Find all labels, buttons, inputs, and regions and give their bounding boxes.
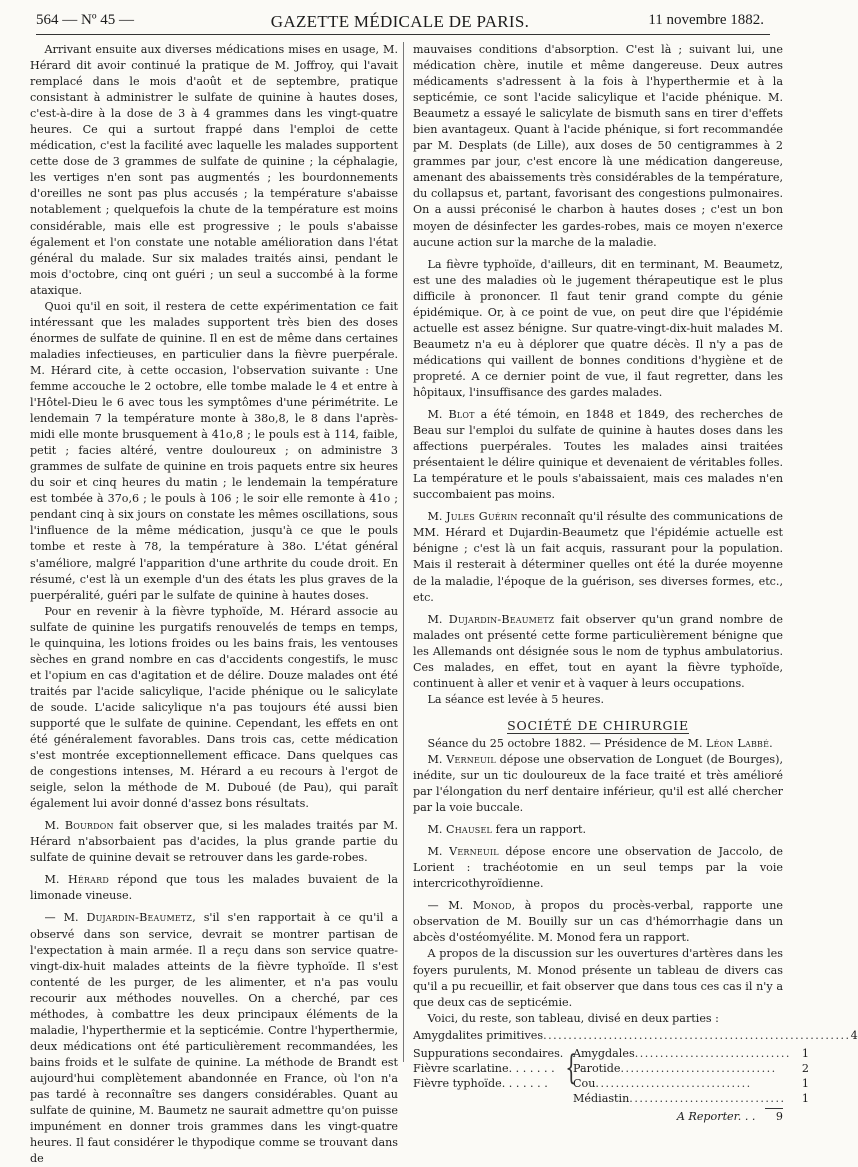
paragraph: La séance est levée à 5 heures. [427, 692, 605, 706]
speaker-name: Jules Guérin [446, 510, 518, 524]
paragraph-text: , s'il s'en rapportait à ce qu'il a observé dans son service, devrait se montrer partisan de l'expectation à main armée. Il a reçu dans son service quatre-vingt-dix-huit malades atteints de la fièvre typhoïde. Il s'est contenté de les purger, de les alimenter, et n'a pas voulu recourir aux méthodes nouvelles. On a cherché, par ces méthodes, à combattre les deux principaux éléments de la maladie, l'hyperthermie et la septicémie. Contre l'hyperthermie, deux médications ont été particulièrement recommandées, les bains froids et le sulfate de quinine. La méthode de Brandt est aujourd'hui complètement abandonnée en France, où l'on n'a pas tardé à reconnaître ses dangers considérables. Quant au sulfate de quinine, M. Baumetz ne saurait admettre qu'on puisse impunément en donner trois grammes dans les vingt-quatre heures. Il faut considérer le thypodique comme se trouvant dans de [30, 911, 398, 1166]
mister: M. [427, 752, 447, 766]
paragraph [413, 822, 783, 838]
speaker-name: Bourdon [64, 819, 114, 833]
reporter-line: A Reporter. . . 9 [413, 1108, 783, 1125]
table-row: Cou ............................... 1 [573, 1076, 809, 1090]
table-group-labels: Suppurations secondaires. Fièvre scarlatine. . . . . . . Fièvre typhoïde. . . . . . . [413, 1046, 564, 1090]
header-rule [36, 34, 770, 35]
mister: M. [44, 873, 68, 887]
paragraph: — M. Monod, à propos du procès-verbal, rapporte une observation de M. Bouilly sur un cas d'hémorrhagie dans un abcès d'ostéomyélite. M. Monod fera un rapport. [413, 899, 783, 945]
paragraph: Voici, du reste, son tableau, divisé en deux parties : [427, 1011, 719, 1025]
paragraph-text: reconnaît qu'il résulte des communications de MM. Hérard et Dujardin-Beaumetz que l'épidémie actuelle est bénigne ; c'est là un fait acquis, rassurant pour la population. Mais il resterait à déterminer quelles ont été la durée moyenne de la maladie, l'époque de la guérison, ses diverses formes, etc., etc. [413, 510, 783, 604]
mister: M. [427, 823, 446, 837]
speaker-name: Monod [472, 899, 512, 913]
paragraph-text: répond que tous les malades buvaient de la limonade vineuse. [30, 873, 398, 903]
right-column [413, 42, 858, 1125]
mister: M. [448, 899, 473, 913]
table-group [413, 1046, 809, 1106]
statistics-table [413, 1028, 858, 1125]
reporter-total: 9 [765, 1108, 783, 1125]
issue-date: 11 novembre 1882. [648, 12, 764, 28]
session-line: Séance du 25 octobre 1882. — Présidence de M. Léon Labbé. [427, 736, 773, 750]
speaker-name: Chausel [445, 823, 493, 837]
paragraph-text: fait observer qu'un grand nombre de malades ont présenté cette forme particulièrement bénigne que les Allemands ont désignée sous le nom de typhus ambulatorius. Ces malades, en effet, tout en ayant la fièvre typhoïde, continuent à aller et venir et à vaquer à leurs occupations. [413, 612, 783, 690]
speaker-name: Dujardin-Beaumetz [448, 612, 555, 626]
brace-glyph: { [565, 1047, 578, 1088]
mister: M. [427, 510, 447, 524]
speaker-name: Dujardin-Beaumetz [86, 911, 193, 925]
paragraph: Pour en revenir à la fièvre typhoïde, M. Hérard associe au sulfate de quinine les purgatifs renouvelés de temps en temps, le quinquina, les lotions froides ou les bains frais, les ventouses sèches en grand nombre en cas d'accidents congestifs, le musc et l'opium en cas d'agitation et de délire. Douze malades ont été traités par l'acide salicylique, l'acide phénique ou le salicylate de soude. L'acide salicylique n'a pas toujours été aussi bien supporté que le sulfate de quinine. Cependant, les effets en ont été généralement favorables. Dans trois cas, cette médication s'est montrée exceptionnellement efficace. Dans quelques cas de congestions intenses, M. Hérard a eu recours à l'ergot de seigle, selon la méthode de M. Duboué (de Pau), qui paraît également lui avoir donné d'assez bons résultats. [30, 604, 398, 811]
paragraph: La fièvre typhoïde, d'ailleurs, dit en terminant, M. Beaumetz, est une des maladies où le jugement thérapeutique est le plus difficile à prononcer. Il faut tenir grand compte du génie épidémique. Or, à ce point de vue, on peut dire que l'épidémie actuelle est assez bénigne. Sur quatre-vingt-dix-huit malades M. Beaumetz n'a eu à déplorer que quatre décès. Il n'y a pas de médications qui vaillent de bonnes conditions d'hygiène et de propreté. A ce dernier point de vue, il faut regretter, dans les hôpitaux, l'insuffisance des gardes malades. [413, 257, 783, 399]
paragraph: Quoi qu'il en soit, il restera de cette expérimentation ce fait intéressant que les malades supportent très bien des doses énormes de sulfate de quinine. Il en est de même dans certaines maladies infectieuses, en particulier dans la fièvre puerpérale. M. Hérard cite, à cette occasion, l'observation suivante : Une femme accouche le 2 octobre, elle tombe malade le 4 et entre à l'Hôtel-Dieu le 6 avec tous les symptômes d'une périmétrite. Le lendemain 7 la température monte à 38o,8, le 8 dans l'après-midi elle monte brusquement à 41o,8 ; le pouls est à 114, faible, petit ; facies altéré, ventre douloureux ; on administre 3 grammes de sulfate de quinine en trois paquets entre six heures du soir et cinq heures du matin ; le lendemain la température est tombée à 37o,6 ; le pouls à 106 ; le soir elle remonte à 41o ; pendant cinq à six jours on constate les mêmes oscillations, sous l'influence de la même médication, jusqu'à ce que le pouls tombe et reste à 78, la température à 38o. L'état général s'améliore, malgré l'apparition d'une arthrite du coude droit. En résumé, c'est là un exemple d'un des états les plus graves de la puerpéralité, guéri par le sulfate de quinine à hautes doses. [30, 299, 398, 602]
paragraph [413, 612, 783, 692]
mister: M. [427, 845, 450, 859]
paragraph: — M. Dujardin-Beaumetz, s'il s'en rapportait à ce qu'il a observé dans son service, devrait se montrer partisan de l'expectation à main armée. Il a reçu dans son service quatre-vingt-dix-huit malades atteints de la fièvre typhoïde. Il s'est contenté de les purger, de les alimenter, et n'a pas voulu recourir aux méthodes nouvelles. On a cherché, par ces méthodes, à combattre les deux principaux éléments de la maladie, l'hyperthermie et la septicémie. Contre l'hyperthermie, deux médications ont été particulièrement recommandées, les bains froids et le sulfate de quinine. La méthode de Brandt est aujourd'hui complètement abandonnée en France, où l'on n'a pas tardé à reconnaître ses dangers considérables. Quant au sulfate de quinine, M. Baumetz ne saurait admettre qu'on puisse impunément en donner trois grammes dans les vingt-quatre heures. Il faut considérer le thypodique comme se trouvant dans de [30, 911, 398, 1166]
paragraph-text: dépose une observation de Longuet (de Bourges), inédite, sur un tic douloureux de la face traité et très amélioré par l'élongation du nerf dentaire inférieur, qu'il est allé chercher par la voie buccale. [413, 752, 783, 815]
paragraph [413, 407, 783, 503]
page-number: 564 — Nº 45 — [36, 12, 134, 28]
paragraph-text: fera un rapport. [492, 823, 586, 837]
table-row: Médiastin ............................... 1 [573, 1091, 809, 1105]
paragraph-text: a été témoin, en 1848 et 1849, des recherches de Beau sur l'emploi du sulfate de quinine à hautes doses dans les affections puerpérales. Toutes les malades ainsi traitées présentaient le délire quinique et devenaient de véritables folles. La température et le pouls s'abaissaient, mais ces malades n'en succombaient pas moins. [413, 408, 783, 502]
mister: M. [44, 819, 65, 833]
mister: M. [427, 612, 449, 626]
paragraph-text: fait observer que, si les malades traités par M. Hérard n'absorbaient pas d'acides, la plus grande partie du sulfate de quinine devait se retrouver dans les garde-robes. [30, 819, 398, 865]
table-row: Amygdalites primitives ............................................................. 4 [413, 1028, 858, 1042]
speaker-name: Hérard [67, 873, 109, 887]
paragraph [30, 818, 398, 866]
paragraph: A propos de la discussion sur les ouvertures d'artères dans les foyers purulents, M. Monod présente un tableau de divers cas qu'il a pu recueillir, et fait observer que dans tous ces cas il n'y a que deux cas de septicémie. [413, 947, 783, 1009]
president-name: Léon Labbé [706, 736, 770, 750]
section-title: SOCIÉTÉ DE CHIRURGIE [507, 717, 689, 733]
mister: M. [63, 911, 87, 925]
table-row: Parotide ............................... 2 [573, 1061, 809, 1075]
paragraph: Arrivant ensuite aux diverses médications mises en usage, M. Hérard dit avoir continué la pratique de M. Joffroy, qui l'avait remplacé dans le mois d'août et de septembre, pratique consistant à administrer le sulfate de quinine à hautes doses, c'est-à-dire à la dose de 3 à 4 grammes dans les vingt-quatre heures. Ce qui a surtout frappé dans l'emploi de cette médication, c'est la facilité avec laquelle les malades supportent cette dose de 3 grammes de sulfate de quinine ; la céphalagie, les vertiges n'en sont pas augmentés ; les bourdonnements d'oreilles ne sont pas plus accusés ; la température s'abaisse notablement ; quelquefois la chute de la température est moins considérable, mais elle est progressive ; le pouls s'abaisse également et l'on constate une notable amélioration dans l'état général du malade. Sur six malades traités ainsi, pendant le mois d'octobre, cinq ont guéri ; un seul a succombé à la forme ataxique. [30, 43, 398, 297]
paragraph [413, 509, 783, 605]
paragraph-text: , à propos du procès-verbal, rapporte une observation de M. Bouilly sur un cas d'hémorrhagie dans un abcès d'ostéomyélite. M. Monod fera un rapport. [413, 899, 783, 945]
speaker-name: Verneuil [446, 752, 496, 766]
left-column [30, 42, 398, 1167]
page-header [36, 8, 764, 34]
paragraph-text: dépose encore une observation de Jaccolo, de Lorient : trachéotomie en un seul temps par la voie intercricothyroïdienne. [413, 845, 783, 891]
column-divider [403, 42, 404, 1062]
journal-title: GAZETTE MÉDICALE DE PARIS. [270, 12, 530, 31]
table-row: Amygdales ............................... 1 [573, 1046, 809, 1060]
paragraph: mauvaises conditions d'absorption. C'est là ; suivant lui, une médication chère, inutile et même dangereuse. Deux autres médicaments s'adressent à la fois à l'hyperthermie et à la septicémie, ce sont l'acide salicylique et l'acide phénique. M. Beaumetz a essayé le salicylate de bismuth sans en tirer d'effets bien avantageux. Quant à l'acide phénique, si fort recommandée par M. Desplats (de Lille), aux doses de 50 centigrammes à 2 grammes par jour, c'est encore là une médication dangereuse, amenant des abaissements très considérables de la température, du collapsus et, partant, favorisant des congestions pulmonaires. On a aussi préconisé le charbon à hautes doses ; c'est un bon moyen de désinfecter les gardes-robes, mais ce moyen n'exerce aucune action sur la marche de la maladie. [413, 43, 783, 249]
speaker-name: Blot [448, 408, 475, 422]
speaker-name: Verneuil [449, 845, 499, 859]
paragraph [30, 872, 398, 904]
paragraph [413, 752, 783, 816]
table-group-values [573, 1046, 809, 1106]
mister: M. [427, 408, 449, 422]
paragraph [413, 844, 783, 892]
